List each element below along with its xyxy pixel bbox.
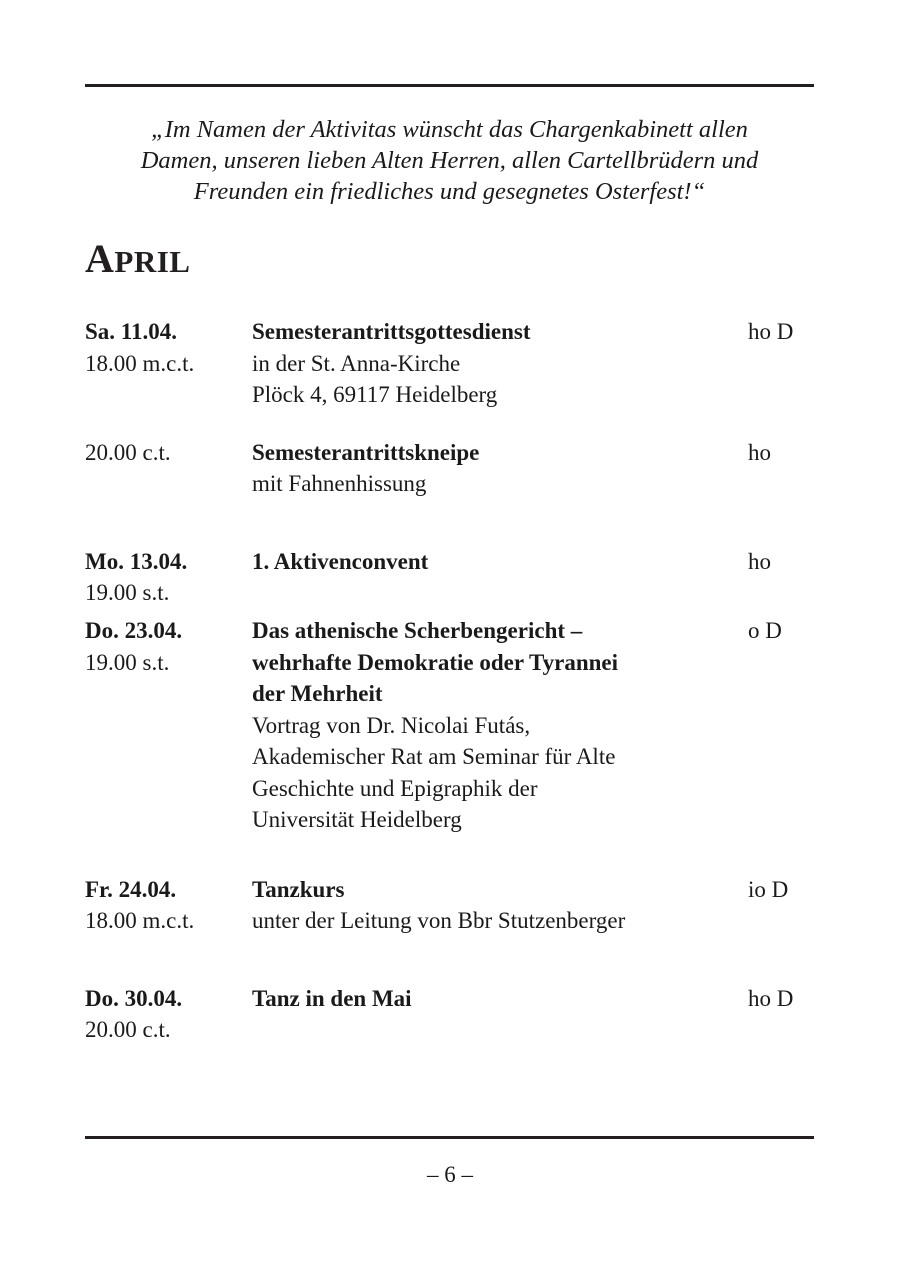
page-number-footer: – 6 – — [427, 1162, 473, 1187]
bottom-divider-rule — [85, 1136, 814, 1139]
event-content-column — [252, 615, 732, 836]
event-marker: ho D — [748, 985, 794, 1011]
event-title-line: wehrhafte Demokratie oder Tyrannei — [252, 649, 619, 675]
event-time: 20.00 c.t. — [85, 1017, 171, 1042]
month-heading — [85, 236, 191, 281]
entry-spacer — [0, 836, 900, 874]
month-heading-initial: A — [85, 236, 115, 281]
epigraph-quote — [96, 114, 803, 207]
event-date: Mo. 13.04. — [85, 548, 188, 574]
event-title-line: Das athenische Scherbengericht – — [252, 618, 583, 643]
event-detail-line: mit Fahnenhissung — [252, 471, 427, 496]
event-entry — [0, 874, 900, 937]
event-title: Semesterantrittskneipe — [252, 439, 480, 465]
month-heading-rest: PRIL — [114, 244, 191, 279]
event-list — [0, 316, 900, 1042]
event-date-column — [85, 615, 245, 678]
event-detail-line: Geschichte und Epigraphik der — [252, 775, 538, 801]
event-detail-line: Vortrag von Dr. Nicolai Futás, — [252, 712, 531, 738]
event-detail-line: Akademischer Rat am Seminar für Alte — [252, 744, 616, 769]
event-time: 19.00 s.t. — [85, 580, 170, 605]
event-detail-line: in der St. Anna-Kirche — [252, 350, 461, 376]
event-marker: o D — [748, 618, 782, 643]
event-date-column — [85, 316, 245, 379]
event-entry — [0, 437, 900, 500]
event-date: Do. 30.04. — [85, 985, 183, 1011]
entry-spacer — [0, 500, 900, 546]
event-time: 18.00 m.c.t. — [85, 350, 195, 376]
top-divider-rule — [85, 84, 814, 87]
event-content-column — [252, 316, 732, 411]
event-time: 18.00 m.c.t. — [85, 908, 195, 933]
event-date-column — [85, 983, 245, 1046]
event-date: Sa. 11.04. — [85, 319, 178, 344]
event-marker: ho — [748, 548, 771, 574]
event-content-column — [252, 437, 732, 500]
event-time: 19.00 s.t. — [85, 649, 170, 675]
event-date-column — [85, 546, 245, 609]
event-date-column — [85, 874, 245, 937]
epigraph-line: Damen, unseren lieben Alten Herren, allen Cartellbrüdern und — [140, 147, 759, 174]
entry-spacer — [0, 411, 900, 437]
event-entry — [0, 316, 900, 411]
event-entry — [0, 615, 900, 836]
event-title-line: der Mehrheit — [252, 681, 383, 706]
event-entry — [0, 546, 900, 605]
epigraph-line: „Im Namen der Aktivitas wünscht das Chargenkabinett allen — [151, 116, 748, 143]
event-date-column — [85, 437, 245, 469]
event-title: Tanzkurs — [252, 876, 345, 902]
event-entry — [0, 983, 900, 1042]
event-detail-line: Universität Heidelberg — [252, 807, 462, 832]
event-content-column — [252, 546, 732, 578]
event-marker: io D — [748, 876, 789, 902]
event-date: Do. 23.04. — [85, 618, 183, 643]
event-marker: ho D — [748, 319, 794, 344]
event-title: Semesterantrittsgottesdienst — [252, 319, 531, 344]
event-marker: ho — [748, 439, 771, 465]
epigraph-line: Freunden ein friedliches und gesegnetes Osterfest!“ — [193, 178, 706, 205]
event-title: 1. Aktivenconvent — [252, 548, 429, 574]
event-time: 20.00 c.t. — [85, 439, 171, 465]
event-detail-line: unter der Leitung von Bbr Stutzenberger — [252, 908, 626, 933]
event-content-column — [252, 983, 732, 1015]
event-detail-line: Plöck 4, 69117 Heidelberg — [252, 382, 498, 407]
entry-spacer — [0, 937, 900, 983]
event-date: Fr. 24.04. — [85, 876, 177, 902]
event-content-column — [252, 874, 732, 937]
event-title: Tanz in den Mai — [252, 985, 412, 1011]
